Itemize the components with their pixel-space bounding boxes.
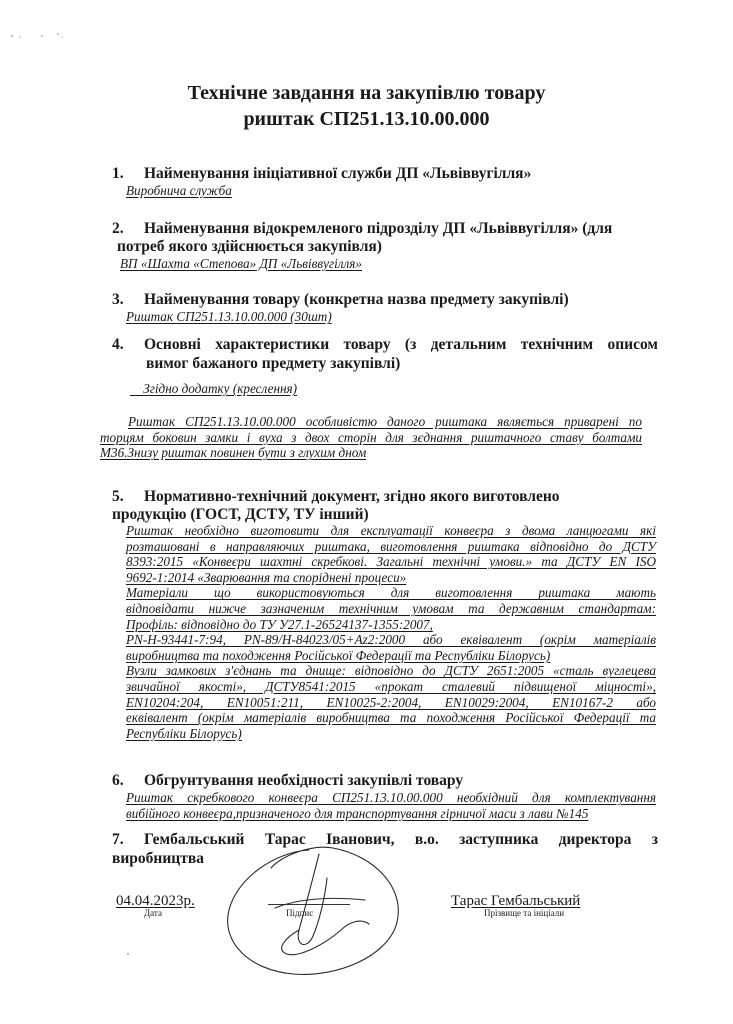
section-6-line: вибійного конвеєра,призначеного для транспортування гірничої маси з лави №145 bbox=[126, 805, 589, 821]
section-5-line: Вузли замкових з'єднань та днище: відповідно до ДСТУ 2651:2005 «сталь вуглецева bbox=[126, 663, 656, 679]
section-1-heading-text: Найменування ініціативної служби ДП «Львіввугілля» bbox=[144, 165, 532, 182]
section-5-line: еквівалент (окрім матеріалів виробництва та походження Російської Федерації та bbox=[126, 710, 656, 726]
section-4-value-text: Згідно додатку (креслення) bbox=[143, 381, 298, 396]
section-2-heading-line1 bbox=[112, 219, 612, 238]
section-5-line: Риштак необхідно виготовити для експлуатації конвеєра з двома ланцюгами які bbox=[126, 523, 656, 538]
section-5-number: 5. bbox=[112, 488, 124, 505]
section-5-line: відповідати нижче зазначеним технічним умовам та державним стандартам: bbox=[126, 600, 656, 616]
section-5-line: Профіль: відповідно до ТУ У27.1-26524137-1355:2007, bbox=[126, 616, 433, 632]
section-4-desc-line: Риштак СП251.13.10.00.000 особливістю даного риштака являється приварені по bbox=[128, 414, 642, 429]
section-4-desc-line: торцям боковин замки і вуха з двох сторін для зєднання риштачного ставу болтами bbox=[100, 429, 642, 445]
section-5-line: PN-H-93441-7:94, PN-89/H-84023/05+Az2:2000 або еквівалент (окрім матеріалів bbox=[126, 632, 656, 648]
section-4-number: 4. bbox=[112, 336, 124, 353]
name-value: Тарас Гембальський bbox=[451, 893, 581, 909]
section-2-number: 2. bbox=[112, 220, 124, 237]
section-5-heading-line2: продукцію (ГОСТ, ДСТУ, ТУ інший) bbox=[112, 506, 369, 523]
section-3-value: Риштак СП251.13.10.00.000 (30шт) bbox=[126, 309, 332, 324]
section-5-line: виробництва та походження Російської Федерації та Республіки Білорусь) bbox=[126, 647, 551, 663]
signature-label: Підпис bbox=[286, 908, 314, 918]
document-title-line2: риштак СП251.13.10.00.000 bbox=[243, 108, 490, 130]
section-5-line: розташовані в направляючих риштака, виготовлення риштака відповідно до ДСТУ bbox=[126, 538, 656, 554]
section-5-heading-text: Нормативно-технічний документ, згідно якого виготовлено bbox=[144, 488, 560, 505]
date-value: 04.04.2023р. bbox=[116, 893, 195, 909]
section-6-heading bbox=[112, 771, 463, 790]
section-2-heading-line2: потреб якого здійснюється закупівля) bbox=[117, 238, 382, 255]
handwritten-signature bbox=[215, 838, 415, 988]
section-1-value: Виробнича служба bbox=[126, 183, 232, 198]
section-6-heading-text: Обгрунтування необхідності закупівлі товару bbox=[144, 772, 464, 789]
section-7-line1: 7. Гембальський Тарас Іванович, в.о. заступника директора з bbox=[112, 831, 658, 848]
section-6-body bbox=[126, 790, 656, 821]
section-1-number: 1. bbox=[112, 165, 124, 182]
section-5-line: 8393:2015 «Конвеєри шахтні скребкові. Загальні технічні умови.» та ДСТУ EN ISO bbox=[126, 554, 656, 570]
section-3-heading-text: Найменування товару (конкретна назва предмету закупівлі) bbox=[144, 291, 569, 308]
document-title-line1: Технічне завдання на закупівлю товару bbox=[187, 82, 546, 104]
section-4-heading-text: Основні характеристики товару (з детальним технічним описом bbox=[144, 336, 658, 353]
section-2-value: ВП «Шахта «Степова» ДП «Львіввугілля» bbox=[120, 256, 362, 271]
section-5-body bbox=[126, 523, 656, 741]
section-6-line: Риштак скребкового конвеєра СП251.13.10.00.000 необхідний для комплектування bbox=[126, 790, 656, 805]
section-5-heading-line1 bbox=[112, 487, 560, 506]
date-label: Дата bbox=[144, 908, 162, 918]
section-5-line: 9692-1:2014 «Зварювання та споріднені процеси» bbox=[126, 569, 407, 585]
section-3-number: 3. bbox=[112, 291, 124, 308]
section-5-line: Матеріали що використовуються для виготовлення риштака мають bbox=[126, 585, 656, 601]
section-5-line: EN10204:204, EN10051:211, EN10025-2:2004, EN10029:2004, EN10167-2 або bbox=[126, 694, 656, 710]
section-4-heading-line1 bbox=[112, 335, 658, 354]
section-4-description bbox=[100, 414, 642, 461]
section-7-line2: виробництва bbox=[112, 850, 204, 867]
section-3-heading bbox=[112, 290, 569, 309]
section-6-number: 6. bbox=[112, 772, 124, 789]
section-2-heading-text: Найменування відокремленого підрозділу ДП «Львіввугілля» (для bbox=[144, 220, 613, 237]
scan-speck bbox=[0, 0, 80, 50]
section-4-desc-line: М36.Знизу риштак повинен бути з глухим дном bbox=[100, 445, 367, 461]
name-label: Прізвище та ініціали bbox=[484, 908, 565, 918]
section-4-heading-line2: вимог бажаного предмету закупівлі) bbox=[146, 355, 401, 372]
section-4-value bbox=[130, 381, 297, 397]
section-1-heading bbox=[112, 164, 531, 183]
section-5-line: звичайної якості», ДСТУ8541:2015 «прокат сталевий підвищеної міцності», bbox=[126, 678, 656, 694]
scan-speck bbox=[124, 950, 134, 960]
section-5-line: Республіки Білорусь) bbox=[126, 725, 242, 741]
